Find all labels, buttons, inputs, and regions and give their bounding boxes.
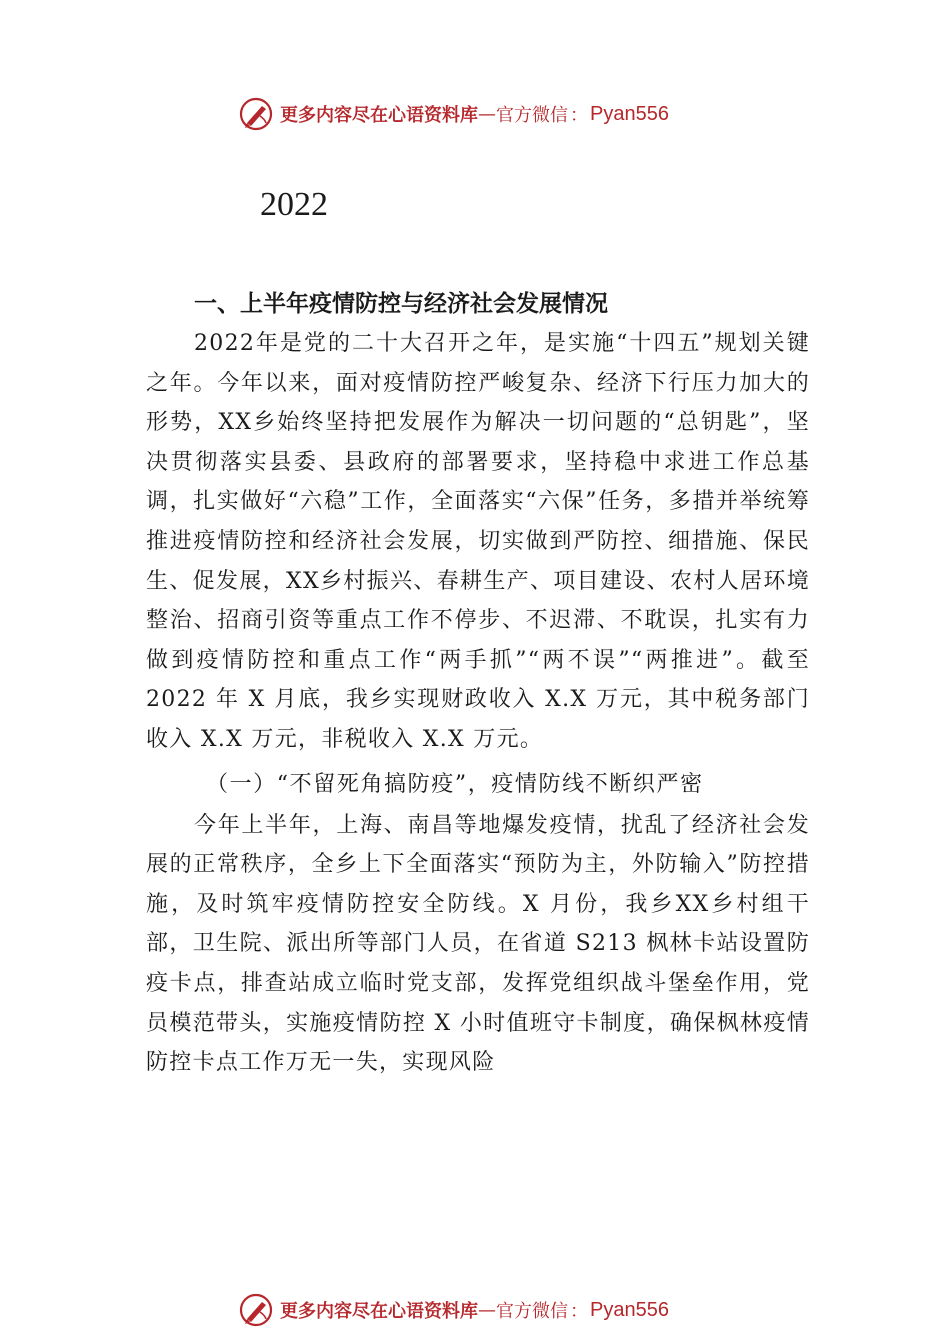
watermark-label: 官方微信 (496, 105, 568, 126)
watermark-colon: ： (570, 1301, 588, 1322)
pen-logo-icon (238, 1292, 274, 1328)
watermark-brand: 更多内容尽在心语资料库 (280, 1301, 478, 1322)
watermark-label: 官方微信 (496, 1301, 568, 1322)
document-title: 2022 (260, 186, 328, 223)
watermark-handle: Pyan556 (590, 102, 669, 125)
intro-paragraph: 2022年是党的二十大召开之年，是实施“十四五”规划关键之年。今年以来，面对疫情防控严峻复杂、经济下行压力加大的形势，XX乡始终坚持把发展作为解决一切问题的“总钥匙”，坚决贯彻落实县委、县政府的部署要求，坚持稳中求进工作总基调，扎实做好“六稳”工作，全面落实“六保”任务，多措并举统筹推进疫情防控和经济社会发展，切实做到严防控、细措施、保民生、促发展，XX乡村振兴、春耕生产、项目建设、农村人居环境整治、招商引资等重点工作不停步、不迟滞、不耽误，扎实有力做到疫情防控和重点工作“两手抓”“两不误”“两推进”。截至 2022 年 X 月底，我乡实现财政收入 X.X 万元，其中税务部门收入 X.X 万元，非税收入 X.X 万元。 (146, 331, 810, 752)
sub-paragraph: 今年上半年，上海、南昌等地爆发疫情，扰乱了经济社会发展的正常秩序，全乡上下全面落实“预防为主，外防输入”防控措施，及时筑牢疫情防控安全防线。X 月份，我乡XX乡村组干部，卫生院、派出所等部门人员，在省道 S213 枫林卡站设置防疫卡点，排查站成立临时党支部，发挥党组织战斗堡垒作用，党员模范带头，实施疫情防控 X 小时值班守卡制度，确保枫林疫情防控卡点工作万无一失，实现风险 (146, 812, 810, 1076)
subsection-heading: （一）“不留死角搞防疫”，疫情防线不断织严密 (206, 771, 704, 797)
watermark-colon: ： (570, 105, 588, 126)
pen-logo-icon (238, 96, 274, 132)
watermark-brand: 更多内容尽在心语资料库 (280, 105, 478, 126)
watermark-handle: Pyan556 (590, 1298, 669, 1321)
document-body (146, 284, 810, 1083)
watermark-separator: — (478, 1299, 496, 1321)
watermark-separator: — (478, 103, 496, 125)
watermark-banner-bottom (238, 1290, 758, 1330)
watermark-banner-top (238, 94, 758, 134)
section-heading: 一、上半年疫情防控与经济社会发展情况 (194, 291, 608, 317)
